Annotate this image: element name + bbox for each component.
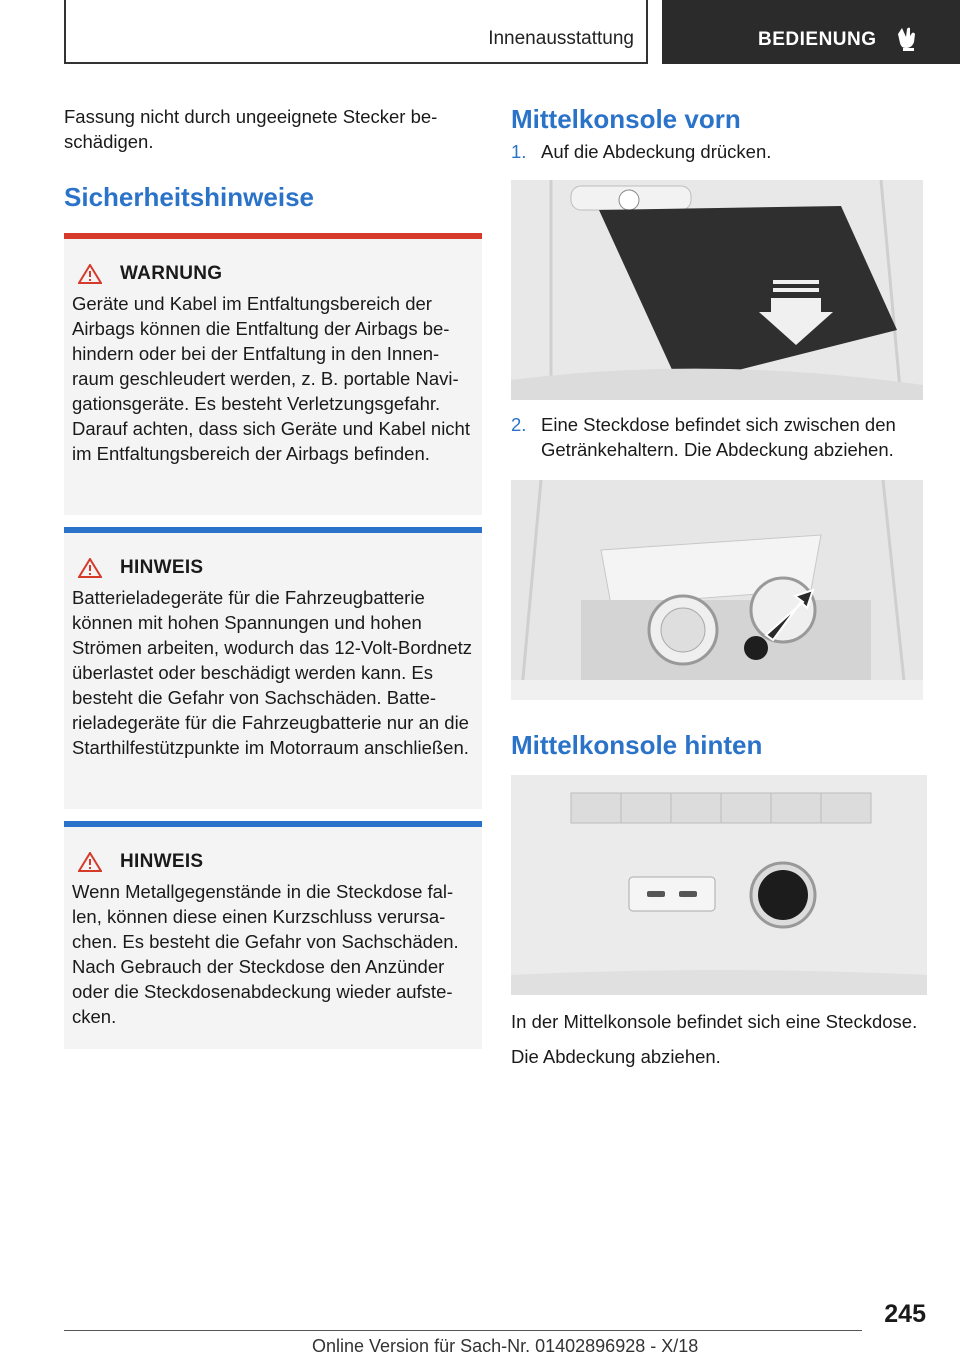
rear-console-text-1: In der Mittelkonsole befindet sich eine Steckdose. [511, 1011, 918, 1032]
warning-body: Geräte und Kabel im Entfaltungsbereich der Airbags können die Entfaltung der Airbags behindern oder bei der Entfaltung in den Innenraum geschleudert werden, z. B. portable Navigationsgeräte. Es besteht Verletzungsgefahr. Darauf achten, dass sich Geräte und Kabel nicht im Entfaltungsbereich der Airbags befinden. [72, 293, 470, 464]
step-2-number: 2. [511, 414, 527, 435]
header-chapter-box [662, 0, 960, 64]
page-number: 245 [884, 1300, 926, 1328]
step-2 [511, 412, 927, 462]
caution-triangle-icon [78, 852, 102, 872]
rear-console-photo [511, 775, 927, 995]
left-column [64, 104, 482, 1049]
step-2-text: Eine Steckdose befindet sich zwischen den Getränkehaltern. Die Abdeckung abziehen. [541, 414, 896, 460]
footer-divider [64, 1330, 862, 1331]
note-body-metal: Wenn Metallgegenstände in die Steckdose fallen, können diese einen Kurzschluss verursachen. Es besteht die Gefahr von Sachschäden. Nach Gebrauch der Steckdose den Anzünder oder die Steckdosenabdeckung wieder aufstecken. [72, 881, 459, 1027]
intro-text: Fassung nicht durch ungeeignete Stecker beschädigen. [64, 106, 438, 152]
warning-title: WARNUNG [120, 263, 223, 284]
front-console-socket-photo [511, 480, 923, 700]
note-body-battery: Batterieladegeräte für die Fahrzeugbatterie können mit hohen Spannungen und hohen Strömen arbeiten, wodurch das 12-Volt-Bordnetz überlastet oder beschädigt werden kann. Es besteht die Gefahr von Sachschäden. Batterieladegeräte für die Fahrzeugbatterie nur an die Starthilfestützpunkte im Motorraum anschließen. [72, 587, 473, 758]
warning-callout [64, 233, 482, 515]
rear-console-heading: Mittelkonsole hinten [511, 730, 763, 760]
step-1 [511, 139, 927, 164]
warning-triangle-icon [78, 264, 102, 284]
right-column [511, 104, 927, 1069]
rear-console-text-2: Die Abdeckung abziehen. [511, 1046, 721, 1067]
note-title-metal: HINWEIS [120, 851, 204, 872]
online-version-text: Online Version für Sach-Nr. 01402896928 - X/18 [312, 1336, 699, 1356]
caution-triangle-icon [78, 558, 102, 578]
safety-heading: Sicherheitshinweise [64, 182, 314, 212]
section-title: Innenausstattung [488, 28, 634, 49]
header-section-box [64, 0, 648, 64]
note-callout-metal [64, 821, 482, 1049]
hand-pointer-icon [894, 24, 920, 52]
note-callout-battery [64, 527, 482, 809]
front-console-cover-photo [511, 180, 923, 400]
chapter-title: BEDIENUNG [758, 29, 877, 50]
step-1-number: 1. [511, 141, 527, 162]
front-console-heading: Mittelkonsole vorn [511, 104, 741, 134]
step-1-text: Auf die Abdeckung drücken. [541, 141, 772, 162]
note-title-battery: HINWEIS [120, 557, 204, 578]
